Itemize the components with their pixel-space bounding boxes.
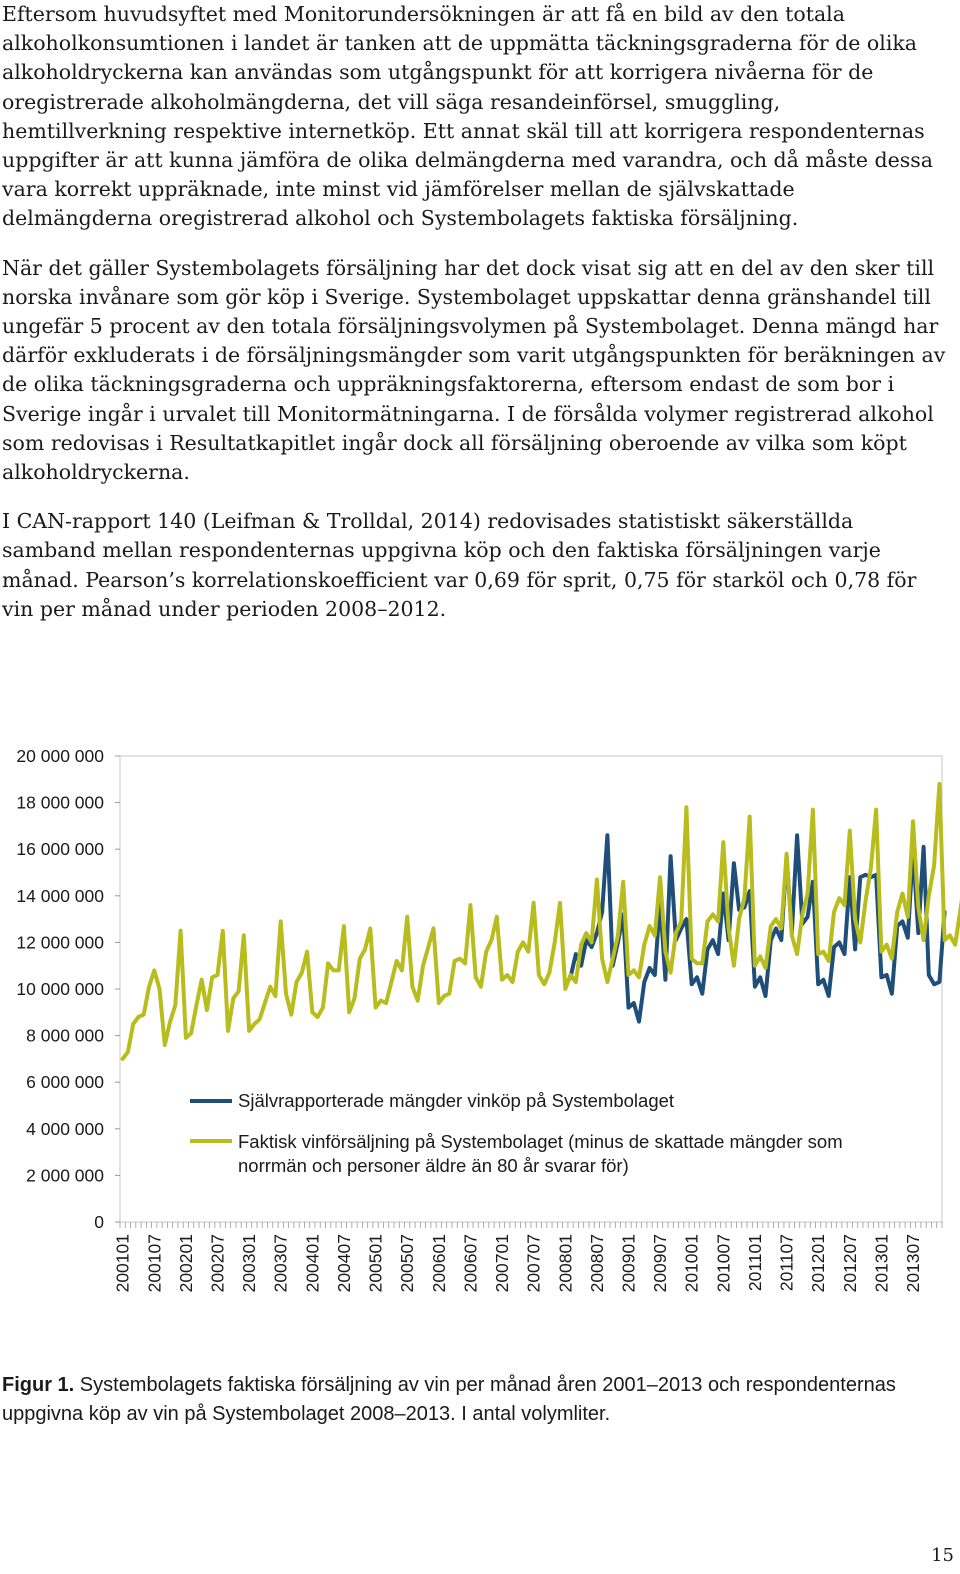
x-tick-label: 200601 — [428, 1234, 449, 1293]
x-tick-label: 201007 — [713, 1234, 734, 1293]
y-tick-label: 6 000 000 — [26, 1072, 104, 1093]
y-tick-label: 0 — [94, 1212, 104, 1232]
y-tick-label: 2 000 000 — [26, 1165, 104, 1186]
x-tick-label: 201307 — [903, 1234, 924, 1293]
legend-label-2: Faktisk vinförsäljning på Systembolaget (minus de skattade mängder som norrmän och personer äldre än 80 år svarar för) — [238, 1131, 843, 1176]
figure-caption — [2, 1371, 952, 1429]
x-tick-label: 200707 — [523, 1234, 544, 1293]
series-line-2 — [123, 784, 960, 1059]
x-tick-label: 201301 — [871, 1234, 892, 1293]
paragraph-1: Eftersom huvudsyftet med Monitorundersökningen är att få en bild av den totala alkoholkonsumtionen i landet är tanken att de uppmätta täckningsgraderna för de olika alkoholdryckerna kan användas som utgångspunkt för att korrigera nivåerna för de oregistrerade alkoholmängderna, det vill säga resandeinförsel, smuggling, hemtillverkning respektive internetköp. Ett annat skäl till att korrigera respondenternas uppgifter är att kunna jämföra de olika delmängderna med varandra, och då måste dessa vara korrekt uppräknade, inte minst vid jämförelser mellan de självskattade delmängderna oregistrerad alkohol och Systembolagets faktiska försäljning. — [2, 2, 933, 231]
x-tick-label: 200207 — [207, 1234, 228, 1293]
y-tick-label: 8 000 000 — [26, 1025, 104, 1046]
paragraph-3: I CAN-rapport 140 (Leifman & Trolldal, 2014) redovisades statistiskt säkerställda samband mellan respondenternas uppgivna köp och den faktiska försäljningen varje månad. Pearson’s korrelationskoefficient var 0,69 för sprit, 0,75 för starköl och 0,78 för vin per månad under perioden 2008–2012. — [2, 509, 917, 621]
x-tick-label: 200107 — [144, 1234, 165, 1293]
figure-caption-text: Systembolagets faktiska försäljning av vin per månad åren 2001–2013 och respondenternas uppgivna köp av vin på Systembolaget 2008–2013. I antal volymliter. — [2, 1374, 896, 1425]
x-tick-label: 201201 — [808, 1234, 829, 1293]
y-tick-label: 4 000 000 — [26, 1118, 104, 1139]
figure-label: Figur 1. — [2, 1374, 75, 1396]
page-number: 15 — [931, 1545, 954, 1566]
x-tick-label: 200407 — [333, 1234, 354, 1293]
x-tick-label: 200401 — [302, 1234, 323, 1293]
y-tick-label: 14 000 000 — [16, 885, 104, 906]
x-tick-label: 200101 — [112, 1234, 133, 1293]
x-tick-label: 200807 — [586, 1234, 607, 1293]
x-tick-label: 201207 — [839, 1234, 860, 1293]
chart — [0, 730, 960, 1330]
x-tick-label: 200907 — [650, 1234, 671, 1293]
plot-area — [120, 756, 942, 1222]
legend-label-1: Självrapporterade mängder vinköp på Systembolaget — [238, 1090, 675, 1111]
y-tick-label: 18 000 000 — [16, 792, 104, 813]
x-tick-label: 201001 — [681, 1234, 702, 1293]
chart-svg — [0, 730, 960, 1330]
x-tick-label: 200301 — [239, 1234, 260, 1293]
x-tick-label: 200607 — [460, 1234, 481, 1293]
y-tick-label: 10 000 000 — [16, 979, 104, 999]
x-tick-label: 200701 — [492, 1234, 513, 1293]
x-tick-label: 201107 — [776, 1234, 797, 1292]
x-tick-label: 201101 — [744, 1234, 765, 1292]
x-tick-label: 200201 — [175, 1234, 196, 1293]
x-tick-label: 200901 — [618, 1234, 639, 1293]
y-tick-label: 12 000 000 — [16, 932, 104, 953]
y-tick-label: 20 000 000 — [16, 746, 104, 766]
x-tick-label: 200507 — [397, 1234, 418, 1293]
y-tick-label: 16 000 000 — [16, 839, 104, 860]
paragraph-2: När det gäller Systembolagets försäljning har det dock visat sig att en del av den sker till norska invånare som gör köp i Sverige. Systembolaget uppskattar denna gränshandel till ungefär 5 procent av den totala försäljningsvolymen på Systembolaget. Denna mängd har därför exkluderats i de försäljningsmängder som varit utgångspunkten för beräkningen av de olika täckningsgraderna och uppräkningsfaktorerna, eftersom endast de som bor i Sverige ingår i urvalet till Monitormätningarna. I de försålda volymer registrerad alkohol som redovisas i Resultatkapitlet ingår dock all försäljning oberoende av vilka som köpt alkoholdryckerna. — [2, 255, 946, 485]
body-text — [2, 0, 950, 644]
x-tick-label: 200307 — [270, 1234, 291, 1293]
x-tick-label: 200801 — [555, 1234, 576, 1293]
x-tick-label: 200501 — [365, 1234, 386, 1293]
